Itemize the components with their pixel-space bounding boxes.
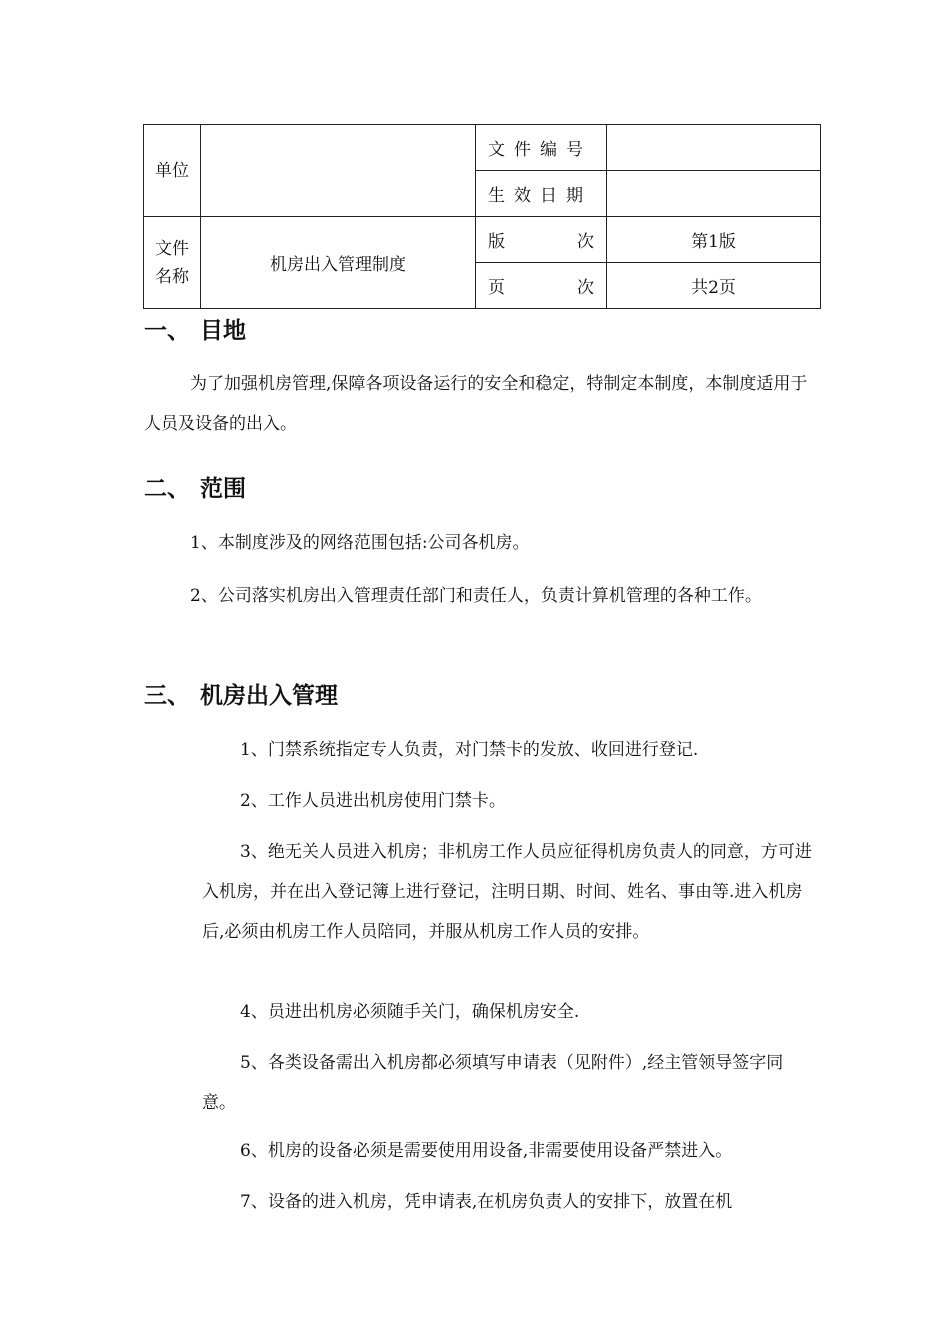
page-count-label-part1: 页	[488, 278, 505, 298]
paragraph: 2、工作人员进出机房使用门禁卡。	[240, 791, 506, 811]
paragraph: 2、公司落实机房出入管理责任部门和责任人，负责计算机管理的各种工作。	[190, 586, 762, 606]
paragraph: 为了加强机房管理,保障各项设备运行的安全和稳定，特制定本制度，本制度适用于人员及设备的出入。	[144, 374, 808, 434]
section-title: 目地	[200, 318, 246, 344]
effective-date-label-text: 生效日期	[488, 186, 592, 206]
paragraph: 7、设备的进入机房，凭申请表,在机房负责人的安排下，放置在机	[240, 1192, 733, 1212]
doc-number-value	[607, 125, 821, 171]
version-label	[476, 217, 607, 263]
page-count-label-part2: 次	[577, 278, 594, 298]
version-label-part1: 版	[488, 232, 505, 252]
file-name-label	[144, 217, 201, 309]
page-count-label	[476, 263, 607, 309]
paragraph: 1、门禁系统指定专人负责，对门禁卡的发放、收回进行登记.	[240, 740, 699, 760]
section-number: 二、	[144, 476, 190, 502]
section-heading-purpose	[144, 312, 246, 345]
paragraph: 4、员进出机房必须随手关门，确保机房安全.	[240, 1002, 580, 1022]
effective-date-value	[607, 171, 821, 217]
paragraph: 3、绝无关人员进入机房；非机房工作人员应征得机房负责人的同意，方可进入机房，并在出入登记簿上进行登记，注明日期、时间、姓名、事由等.进入机房后,必须由机房工作人员陪同，并服从机房工作人员的安排。	[202, 842, 812, 942]
effective-date-label	[476, 171, 607, 217]
unit-value	[201, 125, 476, 217]
unit-label: 单位	[144, 125, 201, 217]
paragraph: 1、本制度涉及的网络范围包括:公司各机房。	[190, 533, 530, 553]
section-title: 范围	[200, 476, 246, 502]
version-value: 第1版	[607, 217, 821, 263]
section-heading-scope	[144, 470, 246, 503]
file-name-label-line2: 名称	[155, 266, 189, 287]
section-title: 机房出入管理	[200, 683, 338, 709]
section-number: 三、	[144, 683, 190, 709]
paragraph: 5、各类设备需出入机房都必须填写申请表（见附件）,经主管领导签字同意。	[202, 1053, 784, 1113]
page-count-value: 共2页	[607, 263, 821, 309]
paragraph: 6、机房的设备必须是需要使用用设备,非需要使用设备严禁进入。	[240, 1141, 733, 1161]
version-label-part2: 次	[577, 232, 594, 252]
doc-number-label	[476, 125, 607, 171]
section-number: 一、	[144, 318, 190, 344]
file-name-value: 机房出入管理制度	[201, 217, 476, 309]
section-heading-access-management	[144, 677, 338, 710]
file-name-label-line1: 文件	[155, 238, 189, 259]
document-header-table	[143, 124, 821, 309]
doc-number-label-text: 文件编号	[488, 140, 592, 160]
